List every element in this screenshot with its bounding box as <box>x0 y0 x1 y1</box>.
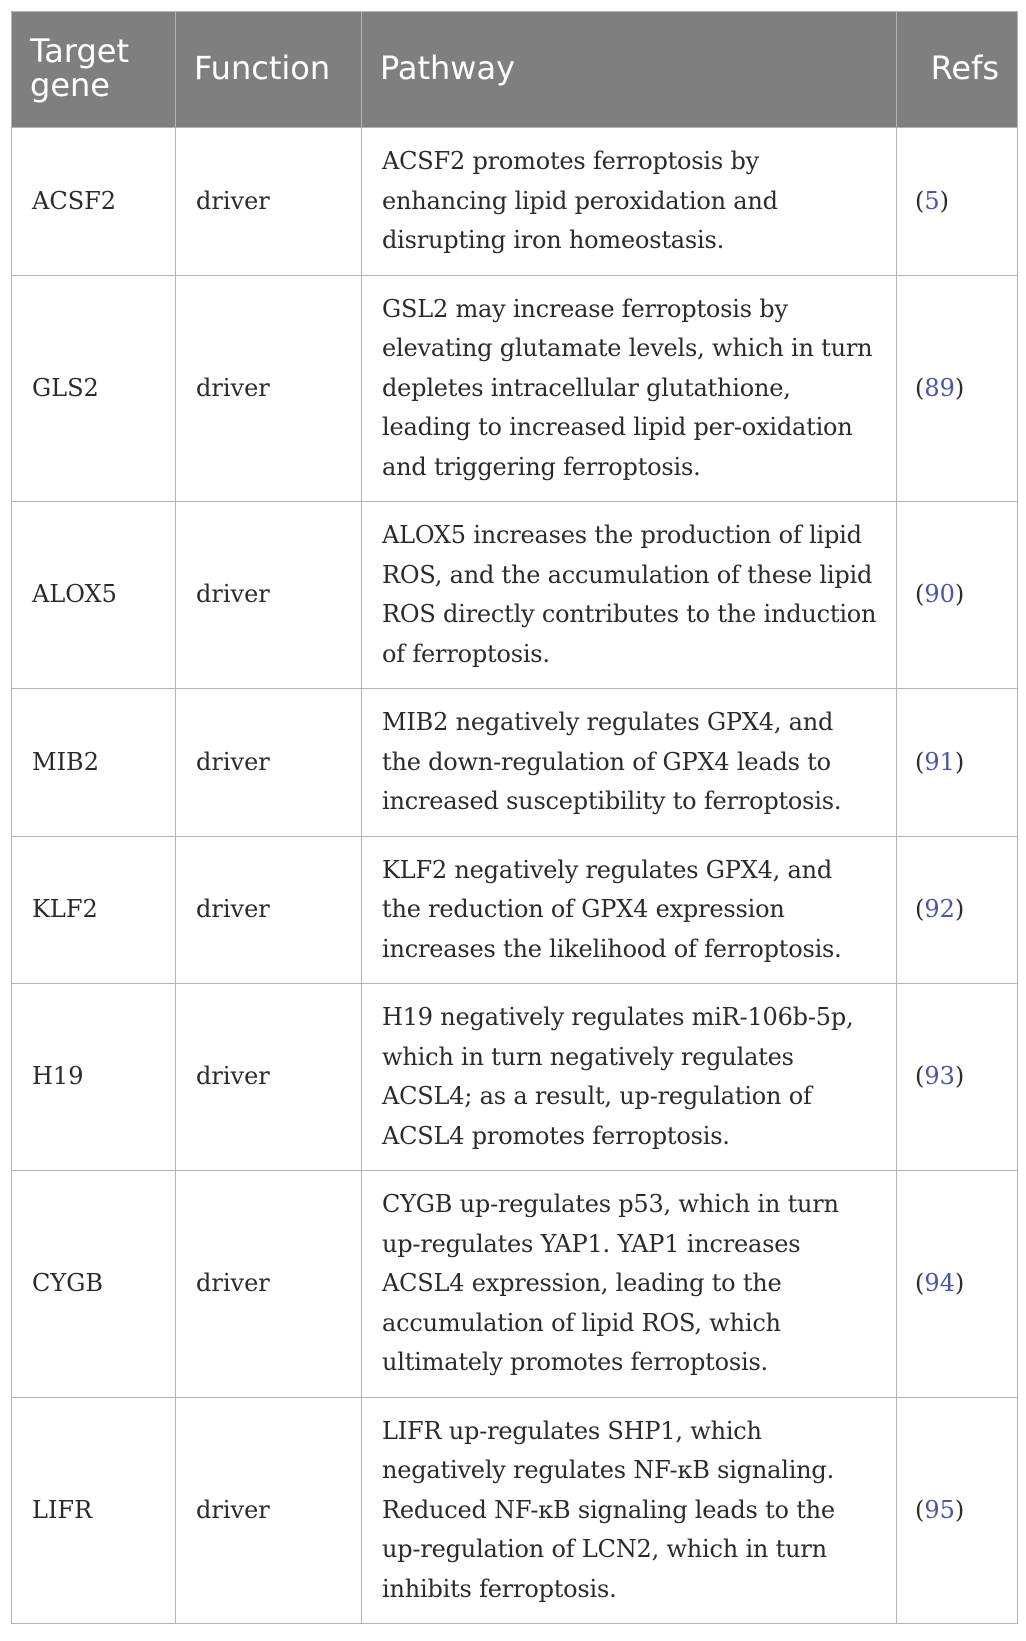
ref-open-paren: ( <box>915 373 925 402</box>
reference-link[interactable]: 89 <box>924 373 955 402</box>
refs-cell <box>897 1397 1018 1624</box>
pathway-cell: CYGB up-regulates p53, which in turn up-regulates YAP1. YAP1 increases ACSL4 expression, leading to the accumulation of lipid ROS, which ultimately promotes ferroptosis. <box>362 1171 897 1398</box>
function-cell: driver <box>176 984 362 1171</box>
ref-open-paren: ( <box>915 580 925 609</box>
pathway-cell: KLF2 negatively regulates GPX4, and the reduction of GPX4 expression increases the likelihood of ferroptosis. <box>362 836 897 984</box>
header-function: Function <box>176 12 362 128</box>
table-row <box>12 275 1018 502</box>
refs-cell <box>897 1171 1018 1398</box>
ref-close-paren: ) <box>954 1062 965 1091</box>
pathway-cell: GSL2 may increase ferroptosis by elevating glutamate levels, which in turn depletes intracellular glutathione, leading to increased lipid per-oxidation and triggering ferroptosis. <box>362 275 897 502</box>
function-cell: driver <box>176 502 362 689</box>
table-header <box>12 12 1018 128</box>
ref-open-paren: ( <box>915 1269 925 1297</box>
ref-close-paren: ) <box>954 895 965 923</box>
reference-link[interactable]: 95 <box>924 1495 955 1524</box>
table-body <box>12 128 1018 1624</box>
ref-close-paren: ) <box>954 373 965 402</box>
reference-link[interactable]: 91 <box>924 747 955 776</box>
target-gene-cell: MIB2 <box>12 689 176 837</box>
ref-open-paren: ( <box>915 186 925 215</box>
pathway-cell: ACSF2 promotes ferroptosis by enhancing lipid peroxidation and disrupting iron homeostasis. <box>362 128 897 276</box>
function-cell: driver <box>176 128 362 276</box>
ref-open-paren: ( <box>915 1062 925 1091</box>
reference-link[interactable]: 93 <box>924 1062 955 1091</box>
table-row <box>12 1171 1018 1398</box>
ref-open-paren: ( <box>915 747 925 776</box>
pathway-cell: LIFR up-regulates SHP1, which negatively regulates NF-κB signaling. Reduced NF-κB signaling leads to the up-regulation of LCN2, which in turn inhibits ferroptosis. <box>362 1397 897 1624</box>
target-gene-cell: CYGB <box>12 1171 176 1398</box>
reference-link[interactable]: 92 <box>924 895 955 923</box>
refs-cell <box>897 984 1018 1171</box>
refs-cell <box>897 836 1018 984</box>
pathway-cell: ALOX5 increases the production of lipid ROS, and the accumulation of these lipid ROS directly contributes to the induction of ferroptosis. <box>362 502 897 689</box>
gene-table <box>11 11 1018 1624</box>
refs-cell <box>897 128 1018 276</box>
function-cell: driver <box>176 1171 362 1398</box>
table-row <box>12 1397 1018 1624</box>
table-row <box>12 984 1018 1171</box>
target-gene-cell: ACSF2 <box>12 128 176 276</box>
refs-cell <box>897 275 1018 502</box>
table-row <box>12 689 1018 837</box>
function-cell: driver <box>176 689 362 837</box>
target-gene-cell: KLF2 <box>12 836 176 984</box>
ref-close-paren: ) <box>954 747 965 776</box>
target-gene-cell: LIFR <box>12 1397 176 1624</box>
function-cell: driver <box>176 1397 362 1624</box>
target-gene-cell: ALOX5 <box>12 502 176 689</box>
reference-link[interactable]: 5 <box>924 186 940 215</box>
table-row <box>12 502 1018 689</box>
ref-close-paren: ) <box>954 1269 965 1297</box>
header-refs: Refs <box>897 12 1018 128</box>
ref-close-paren: ) <box>954 580 965 609</box>
table-row <box>12 836 1018 984</box>
header-target-gene: Target gene <box>12 12 176 128</box>
ref-close-paren: ) <box>939 186 950 215</box>
function-cell: driver <box>176 836 362 984</box>
target-gene-cell: GLS2 <box>12 275 176 502</box>
refs-cell <box>897 502 1018 689</box>
reference-link[interactable]: 94 <box>924 1269 955 1297</box>
reference-link[interactable]: 90 <box>924 580 955 609</box>
header-pathway: Pathway <box>362 12 897 128</box>
header-row <box>12 12 1018 128</box>
function-cell: driver <box>176 275 362 502</box>
ref-open-paren: ( <box>915 1495 925 1524</box>
pathway-cell: MIB2 negatively regulates GPX4, and the down-regulation of GPX4 leads to increased susceptibility to ferroptosis. <box>362 689 897 837</box>
pathway-cell: H19 negatively regulates miR-106b-5p, which in turn negatively regulates ACSL4; as a result, up-regulation of ACSL4 promotes ferroptosis. <box>362 984 897 1171</box>
ref-open-paren: ( <box>915 895 925 923</box>
ref-close-paren: ) <box>954 1495 965 1524</box>
target-gene-cell: H19 <box>12 984 176 1171</box>
refs-cell <box>897 689 1018 837</box>
table-row <box>12 128 1018 276</box>
